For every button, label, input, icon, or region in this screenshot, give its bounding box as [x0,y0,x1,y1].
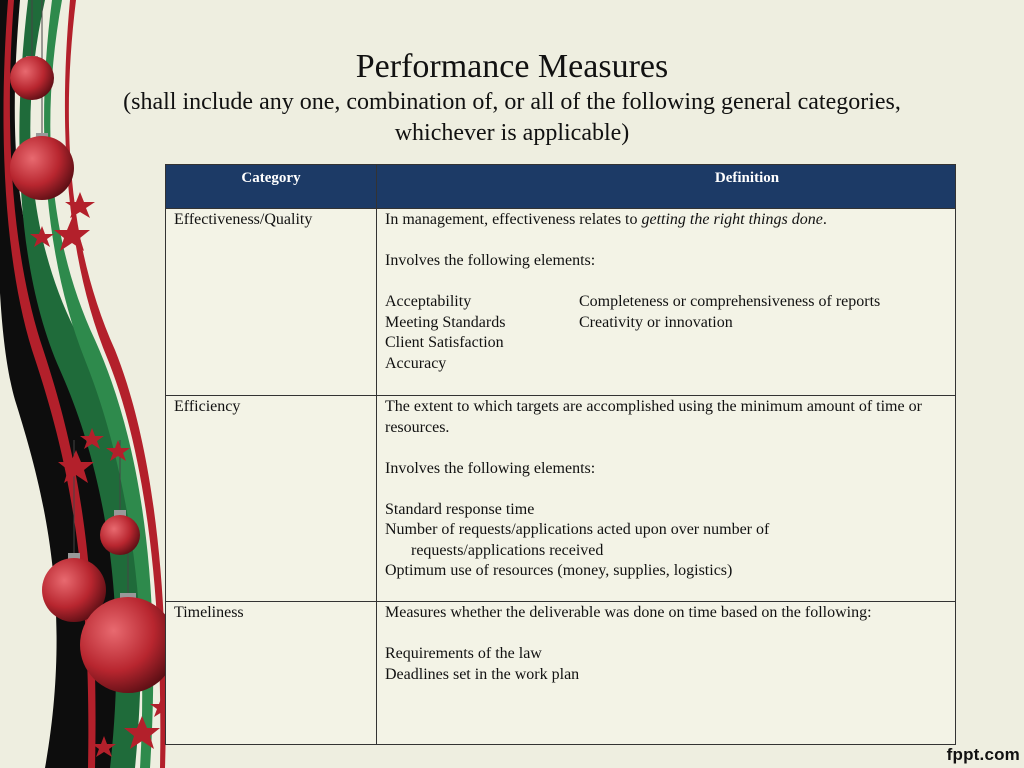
title-block [0,47,1024,149]
definition-intro: The extent to which targets are accomplished using the minimum amount of time or resources. [385,398,922,436]
category-cell: Timeliness [166,602,377,745]
elements-right-column [579,292,880,374]
definition-cell [377,209,956,396]
performance-measures-table [165,164,956,745]
category-column-header: Category [166,165,377,209]
list-item: Creativity or innovation [579,313,733,331]
list-item: Standard response time [385,500,535,518]
slide-title: Performance Measures [355,48,669,85]
table-row [166,396,956,602]
category-cell: Efficiency [166,396,377,602]
intro-italic-text: getting the right things done [641,211,823,228]
table-row [166,602,956,745]
list-item: Deadlines set in the work plan [385,665,580,683]
list-item: Completeness or comprehensiveness of reports [579,293,881,310]
list-item: Optimum use of resources (money, supplies, logistics) [385,562,733,579]
elements-label: Involves the following elements: [385,459,596,477]
definition-intro [385,210,947,231]
definition-header-label: Definition [714,170,780,186]
list-item: Number of requests/applications acted upon over number of [385,521,770,538]
definition-cell [377,396,956,602]
definition-intro: Measures whether the deliverable was done on time based on the following: [385,604,872,621]
list-item: Accuracy [385,354,447,372]
list-item: Requirements of the law [385,645,542,662]
list-item: Acceptability [385,293,472,310]
category-cell: Effectiveness/Quality [166,209,377,396]
definition-cell [377,602,956,745]
table-row [166,209,956,396]
definition-column-header [377,165,956,209]
fppt-logo[interactable]: fppt.com [946,745,1020,764]
intro-text: In management, effectiveness relates to [385,211,638,228]
elements-columns [385,292,947,374]
elements-label: Involves the following elements: [385,252,596,269]
list-item-continuation: requests/applications received [411,541,604,559]
intro-end: . [822,211,827,228]
slide-subtitle: (shall include any one, combination of, or all of the following general categories, whichever is applicable) [123,89,901,146]
list-item: Client Satisfaction [385,334,504,351]
elements-left-column [385,292,579,374]
list-item: Meeting Standards [385,313,506,331]
table-header-row [166,165,956,209]
